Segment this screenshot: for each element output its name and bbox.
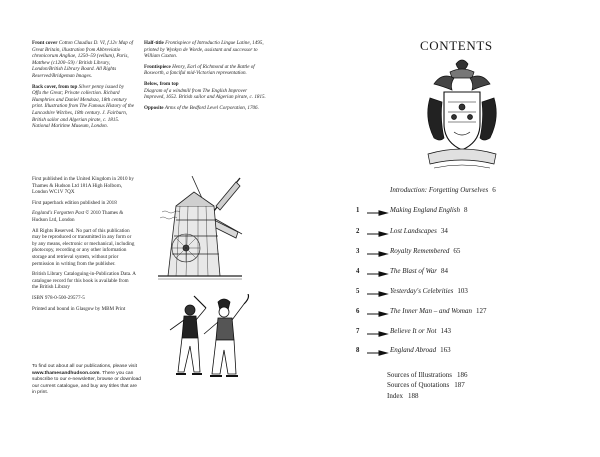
chapter-title <box>390 247 460 255</box>
page-number: 6 <box>492 186 496 194</box>
contents-heading: CONTENTS <box>420 38 493 53</box>
back-cover-credit <box>32 84 134 130</box>
toc-entry[interactable] <box>350 346 590 358</box>
back-cover-label: Back cover, from top <box>32 83 78 90</box>
printer-info: Printed and bound in Glasgow by MBM Print <box>32 305 126 312</box>
below-text: Diagram of a windmill from The English Improver Improved, 1652. British sailor and Algerian pirate, c. 1815. <box>144 87 266 101</box>
back-matter-entry[interactable] <box>387 370 547 380</box>
opposite-label: Opposite <box>144 104 164 111</box>
chapter-number: 2 <box>356 228 360 235</box>
front-cover-credit <box>32 40 134 80</box>
cataloguing-data: British Library Cataloguing-in-Publication Data. A catalogue record for this book is available from the British Library <box>32 271 136 291</box>
page-number: 84 <box>441 267 448 275</box>
chapter-title-text: The Blast of War <box>390 267 437 275</box>
chapter-number: 6 <box>356 308 360 315</box>
chapter-title <box>390 186 496 194</box>
chapter-number: 3 <box>356 248 360 255</box>
page-number: 187 <box>454 381 465 390</box>
contact-rest: . There you can subscribe to our e-newsletter, browse or download our current catalogue, and buy any titles that are in print. <box>32 370 142 396</box>
chapter-title <box>390 206 468 214</box>
pointing-arrow-icon <box>366 350 390 356</box>
chapter-title-text: Believe It or Not <box>390 327 437 335</box>
chapter-title-text: Making England English <box>390 206 460 214</box>
chapter-number: 4 <box>356 268 360 275</box>
frontispiece-label: Frontispiece <box>144 63 171 70</box>
chapter-title-text: Yesterday's Celebrities <box>390 287 454 295</box>
toc-entry[interactable] <box>350 227 590 239</box>
half-title-text: Frontispiece of Introductio Lingue Latine, 1495, printed by Wynkyn de Worde, assistant and successor to William Caxton. <box>144 40 264 60</box>
chapter-title <box>390 327 451 335</box>
sailor-and-pirate-illustration <box>164 294 252 382</box>
pointing-arrow-icon <box>366 291 390 297</box>
page-number: 143 <box>440 327 451 335</box>
below-credit <box>144 81 266 101</box>
back-matter-title: Sources of Illustrations <box>387 371 452 379</box>
credits-right-column <box>144 40 266 115</box>
page-number: 8 <box>464 206 468 214</box>
back-matter-title: Sources of Quotations <box>387 381 450 390</box>
publication-info: First published in the United Kingdom in 2010 by Thames & Hudson Ltd 181A High Holborn, London WC1V 7QX <box>32 176 134 196</box>
copyright-block <box>32 176 136 316</box>
chapter-title-text: The Inner Man – and Woman <box>390 307 472 315</box>
toc-entry[interactable] <box>350 287 590 299</box>
page-number: 127 <box>476 307 487 315</box>
front-cover-label: Front cover <box>32 40 58 46</box>
pointing-arrow-icon <box>366 231 390 237</box>
chapter-title <box>390 267 448 275</box>
publisher-contact <box>32 364 142 397</box>
chapter-title <box>390 307 487 315</box>
toc-entry[interactable] <box>350 327 590 339</box>
frontispiece-text: Henry, Earl of Richmond at the Battle of Bosworth, a fanciful mid-Victorian representation. <box>144 63 255 77</box>
opposite-text: Arms of the Bedford Level Corporation, 1706. <box>164 104 259 111</box>
below-label: Below, from top <box>144 80 179 87</box>
toc-entry[interactable] <box>350 267 590 279</box>
page-number: 186 <box>456 371 468 379</box>
chapter-title-text: Introduction: Forgetting Ourselves <box>390 186 489 194</box>
page-number: 65 <box>453 247 461 255</box>
chapter-title <box>390 346 451 354</box>
toc-entry[interactable] <box>350 247 590 259</box>
page-number: 34 <box>440 227 448 235</box>
windmill-diagram-illustration <box>156 176 244 284</box>
contact-intro: To find out about all our publications, please visit <box>32 364 137 369</box>
bedford-level-coat-of-arms <box>424 58 500 174</box>
pointing-arrow-icon <box>366 210 390 216</box>
back-matter-list <box>387 370 547 401</box>
toc-entry[interactable] <box>350 206 590 218</box>
toc-entry[interactable] <box>350 186 590 198</box>
chapter-number: 5 <box>356 288 360 295</box>
pointing-arrow-icon <box>366 251 390 257</box>
chapter-title <box>390 287 468 295</box>
book-title: England's Forgotten Past <box>32 210 85 217</box>
chapter-number: 1 <box>356 207 360 214</box>
back-matter-entry[interactable] <box>387 391 547 401</box>
toc-entry[interactable] <box>350 307 590 319</box>
pointing-arrow-icon <box>366 331 390 337</box>
front-cover-text: Cotton Claudius D. VI, f.12v Map of Great Britain, illustration from Abbreviatio chronicorum Angliae, 1250–59 (vellum), Paris, Matthew (c1200–59) / British Library, London/British Library Board. All Rights Reserved/Bridgeman Images. <box>32 40 134 79</box>
frontispiece-credit <box>144 64 266 77</box>
rights-reserved: All Rights Reserved. No part of this publication may be reproduced or transmitted in any form or by any means, electronic or mechanical, including photocopy, recording or any other information storage and retrieval system, without prior permission in writing from the publisher. <box>32 227 135 267</box>
chapter-number: 7 <box>356 328 360 335</box>
chapter-title-text: England Abroad <box>390 346 437 354</box>
copyright-notice <box>32 210 136 223</box>
page-number: 188 <box>407 391 419 400</box>
paperback-info: First paperback edition published in 2018 <box>32 199 117 206</box>
chapter-title <box>390 227 448 235</box>
back-matter-entry[interactable] <box>387 380 547 390</box>
credits-left-column <box>32 40 134 134</box>
chapter-number: 8 <box>356 347 360 354</box>
back-matter-title: Index <box>387 391 403 400</box>
pointing-arrow-icon <box>366 311 390 317</box>
copyright-holder: © 2010 Thames & Hudson Ltd, London <box>32 210 124 223</box>
isbn: ISBN 978-0-500-29577-5 <box>32 294 85 301</box>
chapter-title-text: Lost Landscapes <box>390 227 437 235</box>
half-title-credit <box>144 40 266 60</box>
pointing-arrow-icon <box>366 271 390 277</box>
page-number: 163 <box>440 346 451 354</box>
page-number: 103 <box>457 287 468 295</box>
opposite-credit <box>144 105 266 112</box>
back-cover-text: Silver penny issued by Offa the Great; Private collection. Richard Humphries and Daniel Mendoza, 18th century print. Illustration from The Famous History of the Lancashire Witches, 18th century. J. Fairburn, British sailor and Algerian pirate, c. 1815. National Maritime Museum, London. <box>32 83 134 130</box>
half-title-label: Half-title <box>144 40 164 46</box>
publisher-url[interactable]: www.thamesandhudson.com <box>32 370 100 376</box>
chapter-title-text: Royalty Remembered <box>390 247 450 255</box>
